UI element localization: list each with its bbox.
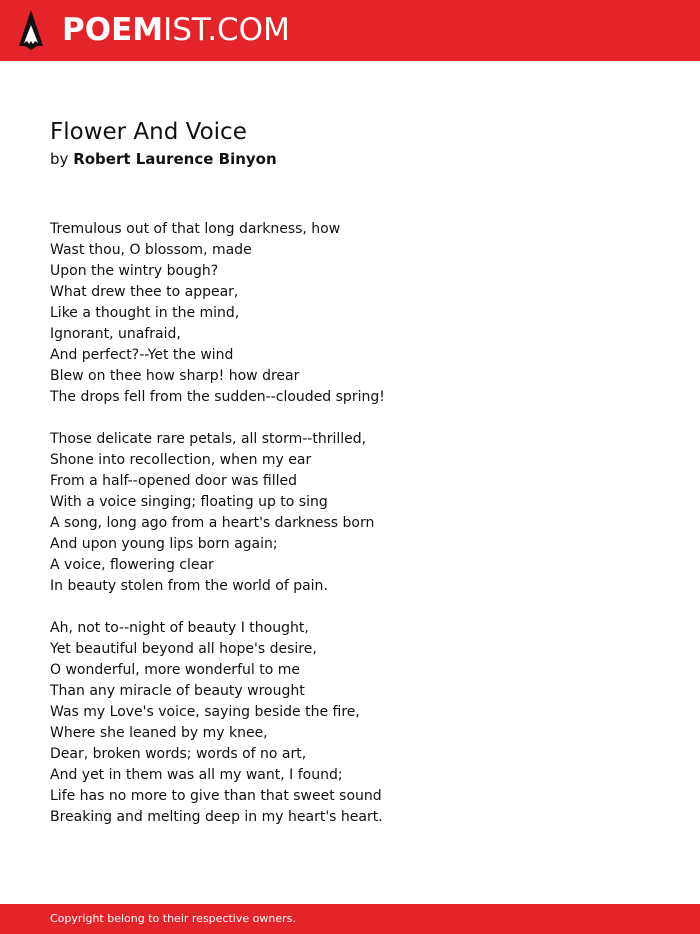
poem-line: Life has no more to give than that sweet sound — [50, 788, 382, 804]
poem-line: What drew thee to appear, — [50, 284, 239, 300]
poem-line: Dear, broken words; words of no art, — [50, 746, 307, 762]
poem-line: And yet in them was all my want, I found; — [50, 767, 343, 783]
poem-line: And perfect?--Yet the wind — [50, 347, 234, 363]
poem-line: A voice, flowering clear — [50, 557, 214, 573]
poem-line: Tremulous out of that long darkness, how — [50, 221, 341, 237]
poem-byline — [50, 150, 277, 168]
poem-line: Where she leaned by my knee, — [50, 725, 268, 741]
poem-line: A song, long ago from a heart's darkness born — [50, 515, 375, 531]
by-label: by — [50, 150, 69, 168]
poem-line: Yet beautiful beyond all hope's desire, — [50, 641, 317, 657]
poem-line: With a voice singing; floating up to sing — [50, 494, 328, 510]
poem-line: Shone into recollection, when my ear — [50, 452, 312, 468]
poem-line: Blew on thee how sharp! how drear — [50, 368, 300, 384]
logo-light-text: IST.COM — [163, 12, 290, 48]
site-footer — [0, 904, 700, 934]
site-logo[interactable] — [62, 12, 290, 48]
poem-author: Robert Laurence Binyon — [73, 150, 277, 168]
pencil-icon[interactable] — [19, 10, 43, 50]
poem-line: Upon the wintry bough? — [50, 263, 219, 279]
poem-line: In beauty stolen from the world of pain. — [50, 578, 328, 594]
poem-line: Wast thou, O blossom, made — [50, 242, 252, 258]
poem-line: Ah, not to--night of beauty I thought, — [50, 620, 309, 636]
poem-body — [50, 219, 670, 849]
poem-line: Those delicate rare petals, all storm--thrilled, — [50, 431, 367, 447]
copyright-notice: Copyright belong to their respective owners. — [50, 912, 296, 925]
poem-line: Breaking and melting deep in my heart's heart. — [50, 809, 383, 825]
poem-line: Ignorant, unafraid, — [50, 326, 181, 342]
poem-stanza — [50, 429, 670, 597]
poem-title: Flower And Voice — [50, 119, 247, 145]
poem-line: Was my Love's voice, saying beside the fire, — [50, 704, 360, 720]
poem-line: Than any miracle of beauty wrought — [50, 683, 305, 699]
poem-stanza — [50, 618, 670, 828]
poem-line: Like a thought in the mind, — [50, 305, 240, 321]
poem-line: The drops fell from the sudden--clouded spring! — [50, 389, 385, 405]
site-header — [0, 0, 700, 61]
poem-line: And upon young lips born again; — [50, 536, 278, 552]
poem-stanza — [50, 219, 670, 408]
logo-bold-text: POEM — [62, 12, 164, 48]
poem-line: From a half--opened door was filled — [50, 473, 298, 489]
poem-line: O wonderful, more wonderful to me — [50, 662, 300, 678]
